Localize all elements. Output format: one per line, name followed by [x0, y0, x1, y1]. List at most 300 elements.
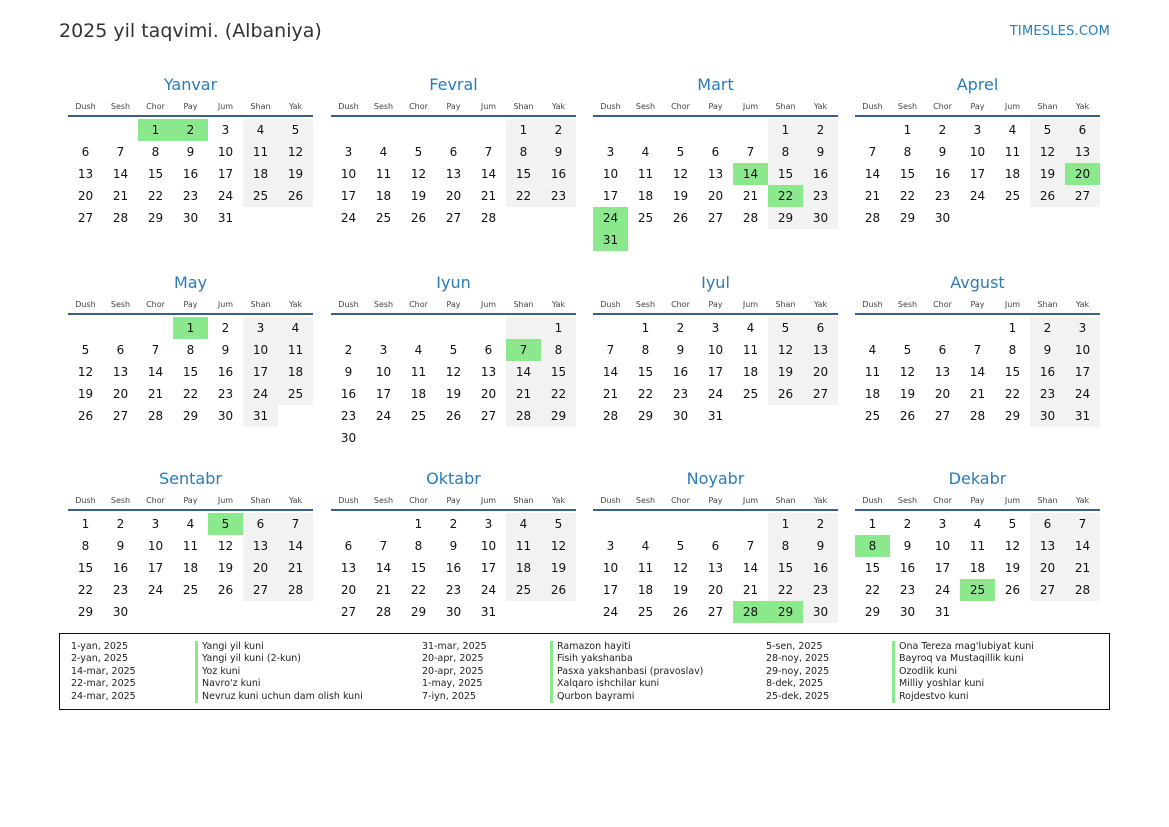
day-cell[interactable]: 23 — [803, 185, 838, 207]
day-cell[interactable]: 13 — [934, 365, 951, 379]
day-cell[interactable]: 4 — [379, 145, 388, 159]
day-cell[interactable]: 10 — [1065, 339, 1100, 361]
day-cell[interactable]: 21 — [480, 189, 497, 203]
day-cell[interactable]: 17 — [243, 361, 278, 383]
day-cell[interactable]: 25 — [637, 211, 654, 225]
day-cell[interactable]: 6 — [449, 145, 458, 159]
day-cell[interactable]: 22 — [410, 583, 427, 597]
day-cell[interactable]: 16 — [340, 387, 357, 401]
day-cell[interactable]: 25 — [375, 211, 392, 225]
day-cell[interactable]: 24 — [934, 583, 951, 597]
day-cell[interactable]: 21 — [969, 387, 986, 401]
day-cell[interactable]: 14 — [733, 163, 768, 185]
day-cell[interactable]: 8 — [541, 339, 576, 361]
day-cell[interactable]: 25 — [960, 579, 995, 601]
day-cell[interactable]: 1 — [541, 317, 576, 339]
day-cell[interactable]: 29 — [77, 605, 94, 619]
day-cell[interactable]: 21 — [375, 583, 392, 597]
day-cell[interactable]: 7 — [484, 145, 493, 159]
day-cell[interactable]: 24 — [1065, 383, 1100, 405]
day-cell[interactable]: 18 — [637, 583, 654, 597]
day-cell[interactable]: 2 — [541, 119, 576, 141]
day-cell[interactable]: 9 — [541, 141, 576, 163]
day-cell[interactable]: 3 — [221, 123, 230, 137]
day-cell[interactable]: 26 — [1004, 583, 1021, 597]
day-cell[interactable]: 4 — [278, 317, 313, 339]
day-cell[interactable]: 30 — [803, 601, 838, 623]
day-cell[interactable]: 10 — [969, 145, 986, 159]
day-cell[interactable]: 3 — [606, 539, 615, 553]
day-cell[interactable]: 19 — [77, 387, 94, 401]
day-cell[interactable]: 27 — [803, 383, 838, 405]
day-cell[interactable]: 12 — [1030, 141, 1065, 163]
day-cell[interactable]: 8 — [641, 343, 650, 357]
day-cell[interactable]: 29 — [864, 605, 881, 619]
day-cell[interactable]: 18 — [182, 561, 199, 575]
day-cell[interactable]: 13 — [243, 535, 278, 557]
day-cell[interactable]: 19 — [1004, 561, 1021, 575]
day-cell[interactable]: 20 — [1065, 163, 1100, 185]
day-cell[interactable]: 15 — [147, 167, 164, 181]
day-cell[interactable]: 19 — [899, 387, 916, 401]
day-cell[interactable]: 15 — [637, 365, 654, 379]
day-cell[interactable]: 24 — [147, 583, 164, 597]
day-cell[interactable]: 5 — [1008, 517, 1017, 531]
day-cell[interactable]: 5 — [676, 539, 685, 553]
day-cell[interactable]: 12 — [672, 167, 689, 181]
day-cell[interactable]: 5 — [278, 119, 313, 141]
day-cell[interactable]: 12 — [410, 167, 427, 181]
day-cell[interactable]: 11 — [506, 535, 541, 557]
day-cell[interactable]: 25 — [410, 409, 427, 423]
day-cell[interactable]: 13 — [77, 167, 94, 181]
day-cell[interactable]: 19 — [445, 387, 462, 401]
day-cell[interactable]: 28 — [112, 211, 129, 225]
day-cell[interactable]: 13 — [1065, 141, 1100, 163]
day-cell[interactable]: 31 — [593, 229, 628, 251]
day-cell[interactable]: 2 — [221, 321, 230, 335]
day-cell[interactable]: 26 — [410, 211, 427, 225]
day-cell[interactable]: 28 — [1065, 579, 1100, 601]
day-cell[interactable]: 18 — [410, 387, 427, 401]
day-cell[interactable]: 24 — [375, 409, 392, 423]
day-cell[interactable]: 25 — [864, 409, 881, 423]
day-cell[interactable]: 28 — [969, 409, 986, 423]
day-cell[interactable]: 9 — [186, 145, 195, 159]
day-cell[interactable]: 27 — [445, 211, 462, 225]
day-cell[interactable]: 4 — [186, 517, 195, 531]
site-link[interactable]: TIMESLES.COM — [1009, 24, 1110, 39]
day-cell[interactable]: 3 — [484, 517, 493, 531]
day-cell[interactable]: 4 — [641, 145, 650, 159]
day-cell[interactable]: 23 — [803, 579, 838, 601]
day-cell[interactable]: 25 — [278, 383, 313, 405]
day-cell[interactable]: 19 — [278, 163, 313, 185]
day-cell[interactable]: 16 — [803, 163, 838, 185]
day-cell[interactable]: 13 — [707, 167, 724, 181]
day-cell[interactable]: 21 — [742, 583, 759, 597]
day-cell[interactable]: 11 — [278, 339, 313, 361]
day-cell[interactable]: 19 — [672, 189, 689, 203]
day-cell[interactable]: 21 — [147, 387, 164, 401]
day-cell[interactable]: 17 — [602, 189, 619, 203]
day-cell[interactable]: 29 — [899, 211, 916, 225]
day-cell[interactable]: 1 — [868, 517, 877, 531]
day-cell[interactable]: 7 — [151, 343, 160, 357]
day-cell[interactable]: 26 — [768, 383, 803, 405]
day-cell[interactable]: 23 — [1030, 383, 1065, 405]
day-cell[interactable]: 31 — [1065, 405, 1100, 427]
day-cell[interactable]: 19 — [768, 361, 803, 383]
day-cell[interactable]: 11 — [243, 141, 278, 163]
day-cell[interactable]: 20 — [803, 361, 838, 383]
day-cell[interactable]: 12 — [672, 561, 689, 575]
day-cell[interactable]: 20 — [445, 189, 462, 203]
day-cell[interactable]: 17 — [340, 189, 357, 203]
day-cell[interactable]: 17 — [147, 561, 164, 575]
day-cell[interactable]: 3 — [243, 317, 278, 339]
day-cell[interactable]: 20 — [707, 583, 724, 597]
day-cell[interactable]: 29 — [541, 405, 576, 427]
day-cell[interactable]: 28 — [742, 211, 759, 225]
day-cell[interactable]: 8 — [768, 535, 803, 557]
day-cell[interactable]: 14 — [969, 365, 986, 379]
day-cell[interactable]: 2 — [1030, 317, 1065, 339]
day-cell[interactable]: 26 — [1030, 185, 1065, 207]
day-cell[interactable]: 31 — [217, 211, 234, 225]
day-cell[interactable]: 14 — [742, 561, 759, 575]
day-cell[interactable]: 12 — [899, 365, 916, 379]
day-cell[interactable]: 10 — [217, 145, 234, 159]
day-cell[interactable]: 7 — [868, 145, 877, 159]
day-cell[interactable]: 30 — [1030, 405, 1065, 427]
day-cell[interactable]: 11 — [969, 539, 986, 553]
day-cell[interactable]: 10 — [340, 167, 357, 181]
day-cell[interactable]: 7 — [606, 343, 615, 357]
day-cell[interactable]: 2 — [803, 119, 838, 141]
day-cell[interactable]: 21 — [742, 189, 759, 203]
day-cell[interactable]: 15 — [77, 561, 94, 575]
day-cell[interactable]: 20 — [243, 557, 278, 579]
day-cell[interactable]: 15 — [899, 167, 916, 181]
day-cell[interactable]: 24 — [340, 211, 357, 225]
day-cell[interactable]: 10 — [602, 561, 619, 575]
day-cell[interactable]: 10 — [602, 167, 619, 181]
day-cell[interactable]: 5 — [903, 343, 912, 357]
day-cell[interactable]: 9 — [344, 365, 353, 379]
day-cell[interactable]: 28 — [147, 409, 164, 423]
day-cell[interactable]: 27 — [112, 409, 129, 423]
day-cell[interactable]: 26 — [541, 579, 576, 601]
day-cell[interactable]: 16 — [1030, 361, 1065, 383]
day-cell[interactable]: 24 — [602, 605, 619, 619]
day-cell[interactable]: 10 — [375, 365, 392, 379]
day-cell[interactable]: 2 — [173, 119, 208, 141]
day-cell[interactable]: 23 — [340, 409, 357, 423]
day-cell[interactable]: 5 — [1030, 119, 1065, 141]
day-cell[interactable]: 19 — [541, 557, 576, 579]
day-cell[interactable]: 13 — [112, 365, 129, 379]
day-cell[interactable]: 6 — [938, 343, 947, 357]
day-cell[interactable]: 21 — [864, 189, 881, 203]
day-cell[interactable]: 26 — [217, 583, 234, 597]
day-cell[interactable]: 9 — [938, 145, 947, 159]
day-cell[interactable]: 25 — [1004, 189, 1021, 203]
day-cell[interactable]: 5 — [449, 343, 458, 357]
day-cell[interactable]: 9 — [221, 343, 230, 357]
day-cell[interactable]: 12 — [1004, 539, 1021, 553]
day-cell[interactable]: 19 — [217, 561, 234, 575]
day-cell[interactable]: 26 — [278, 185, 313, 207]
day-cell[interactable]: 31 — [480, 605, 497, 619]
day-cell[interactable]: 28 — [480, 211, 497, 225]
day-cell[interactable]: 17 — [969, 167, 986, 181]
day-cell[interactable]: 9 — [1030, 339, 1065, 361]
day-cell[interactable]: 10 — [147, 539, 164, 553]
day-cell[interactable]: 22 — [864, 583, 881, 597]
day-cell[interactable]: 23 — [672, 387, 689, 401]
day-cell[interactable]: 31 — [707, 409, 724, 423]
day-cell[interactable]: 22 — [768, 579, 803, 601]
day-cell[interactable]: 25 — [243, 185, 278, 207]
day-cell[interactable]: 24 — [480, 583, 497, 597]
day-cell[interactable]: 3 — [379, 343, 388, 357]
day-cell[interactable]: 1 — [173, 317, 208, 339]
day-cell[interactable]: 13 — [480, 365, 497, 379]
day-cell[interactable]: 2 — [344, 343, 353, 357]
day-cell[interactable]: 27 — [340, 605, 357, 619]
day-cell[interactable]: 7 — [379, 539, 388, 553]
day-cell[interactable]: 15 — [182, 365, 199, 379]
day-cell[interactable]: 5 — [768, 317, 803, 339]
day-cell[interactable]: 29 — [1004, 409, 1021, 423]
day-cell[interactable]: 8 — [414, 539, 423, 553]
day-cell[interactable]: 7 — [973, 343, 982, 357]
day-cell[interactable]: 27 — [1065, 185, 1100, 207]
day-cell[interactable]: 2 — [903, 517, 912, 531]
day-cell[interactable]: 26 — [445, 409, 462, 423]
day-cell[interactable]: 27 — [77, 211, 94, 225]
day-cell[interactable]: 7 — [746, 145, 755, 159]
day-cell[interactable]: 11 — [410, 365, 427, 379]
day-cell[interactable]: 23 — [934, 189, 951, 203]
day-cell[interactable]: 1 — [81, 517, 90, 531]
day-cell[interactable]: 16 — [899, 561, 916, 575]
day-cell[interactable]: 1 — [138, 119, 173, 141]
day-cell[interactable]: 12 — [217, 539, 234, 553]
day-cell[interactable]: 8 — [186, 343, 195, 357]
day-cell[interactable]: 6 — [484, 343, 493, 357]
day-cell[interactable]: 22 — [77, 583, 94, 597]
day-cell[interactable]: 18 — [637, 189, 654, 203]
day-cell[interactable]: 25 — [506, 579, 541, 601]
day-cell[interactable]: 2 — [803, 513, 838, 535]
day-cell[interactable]: 14 — [506, 361, 541, 383]
day-cell[interactable]: 5 — [208, 513, 243, 535]
day-cell[interactable]: 2 — [938, 123, 947, 137]
day-cell[interactable]: 17 — [602, 583, 619, 597]
day-cell[interactable]: 9 — [116, 539, 125, 553]
day-cell[interactable]: 4 — [243, 119, 278, 141]
day-cell[interactable]: 30 — [899, 605, 916, 619]
day-cell[interactable]: 6 — [243, 513, 278, 535]
day-cell[interactable]: 23 — [899, 583, 916, 597]
day-cell[interactable]: 29 — [768, 207, 803, 229]
day-cell[interactable]: 15 — [1004, 365, 1021, 379]
day-cell[interactable]: 6 — [803, 317, 838, 339]
day-cell[interactable]: 13 — [445, 167, 462, 181]
day-cell[interactable]: 11 — [375, 167, 392, 181]
day-cell[interactable]: 18 — [1004, 167, 1021, 181]
day-cell[interactable]: 14 — [278, 535, 313, 557]
day-cell[interactable]: 16 — [182, 167, 199, 181]
day-cell[interactable]: 15 — [541, 361, 576, 383]
day-cell[interactable]: 18 — [243, 163, 278, 185]
day-cell[interactable]: 28 — [602, 409, 619, 423]
day-cell[interactable]: 29 — [768, 601, 803, 623]
day-cell[interactable]: 1 — [768, 119, 803, 141]
day-cell[interactable]: 28 — [864, 211, 881, 225]
day-cell[interactable]: 15 — [410, 561, 427, 575]
day-cell[interactable]: 4 — [1008, 123, 1017, 137]
day-cell[interactable]: 23 — [217, 387, 234, 401]
day-cell[interactable]: 22 — [1004, 387, 1021, 401]
day-cell[interactable]: 5 — [414, 145, 423, 159]
day-cell[interactable]: 1 — [641, 321, 650, 335]
day-cell[interactable]: 4 — [973, 517, 982, 531]
day-cell[interactable]: 10 — [934, 539, 951, 553]
day-cell[interactable]: 26 — [77, 409, 94, 423]
day-cell[interactable]: 27 — [707, 605, 724, 619]
day-cell[interactable]: 7 — [278, 513, 313, 535]
day-cell[interactable]: 20 — [77, 189, 94, 203]
day-cell[interactable]: 5 — [676, 145, 685, 159]
day-cell[interactable]: 29 — [637, 409, 654, 423]
day-cell[interactable]: 28 — [733, 601, 768, 623]
day-cell[interactable]: 25 — [182, 583, 199, 597]
day-cell[interactable]: 23 — [112, 583, 129, 597]
day-cell[interactable]: 12 — [278, 141, 313, 163]
day-cell[interactable]: 19 — [1030, 163, 1065, 185]
day-cell[interactable]: 26 — [899, 409, 916, 423]
day-cell[interactable]: 30 — [217, 409, 234, 423]
day-cell[interactable]: 20 — [934, 387, 951, 401]
day-cell[interactable]: 5 — [81, 343, 90, 357]
day-cell[interactable]: 29 — [410, 605, 427, 619]
day-cell[interactable]: 30 — [445, 605, 462, 619]
day-cell[interactable]: 28 — [506, 405, 541, 427]
day-cell[interactable]: 29 — [147, 211, 164, 225]
day-cell[interactable]: 22 — [768, 185, 803, 207]
day-cell[interactable]: 24 — [217, 189, 234, 203]
day-cell[interactable]: 14 — [480, 167, 497, 181]
day-cell[interactable]: 3 — [973, 123, 982, 137]
day-cell[interactable]: 1 — [414, 517, 423, 531]
day-cell[interactable]: 3 — [938, 517, 947, 531]
day-cell[interactable]: 14 — [112, 167, 129, 181]
day-cell[interactable]: 11 — [864, 365, 881, 379]
day-cell[interactable]: 6 — [711, 145, 720, 159]
day-cell[interactable]: 12 — [768, 339, 803, 361]
day-cell[interactable]: 6 — [711, 539, 720, 553]
day-cell[interactable]: 11 — [1004, 145, 1021, 159]
day-cell[interactable]: 30 — [340, 431, 357, 445]
day-cell[interactable]: 26 — [672, 211, 689, 225]
day-cell[interactable]: 13 — [803, 339, 838, 361]
day-cell[interactable]: 21 — [1065, 557, 1100, 579]
day-cell[interactable]: 1 — [768, 513, 803, 535]
day-cell[interactable]: 30 — [672, 409, 689, 423]
day-cell[interactable]: 15 — [506, 163, 541, 185]
day-cell[interactable]: 8 — [1008, 343, 1017, 357]
day-cell[interactable]: 6 — [1065, 119, 1100, 141]
day-cell[interactable]: 18 — [506, 557, 541, 579]
day-cell[interactable]: 4 — [641, 539, 650, 553]
day-cell[interactable]: 14 — [602, 365, 619, 379]
day-cell[interactable]: 9 — [803, 535, 838, 557]
day-cell[interactable]: 3 — [1065, 317, 1100, 339]
day-cell[interactable]: 13 — [1030, 535, 1065, 557]
day-cell[interactable]: 23 — [182, 189, 199, 203]
day-cell[interactable]: 1 — [1008, 321, 1017, 335]
day-cell[interactable]: 8 — [768, 141, 803, 163]
day-cell[interactable]: 5 — [541, 513, 576, 535]
day-cell[interactable]: 29 — [182, 409, 199, 423]
day-cell[interactable]: 9 — [803, 141, 838, 163]
day-cell[interactable]: 11 — [637, 167, 654, 181]
day-cell[interactable]: 7 — [746, 539, 755, 553]
day-cell[interactable]: 30 — [934, 211, 951, 225]
day-cell[interactable]: 25 — [742, 387, 759, 401]
day-cell[interactable]: 8 — [903, 145, 912, 159]
day-cell[interactable]: 9 — [449, 539, 458, 553]
day-cell[interactable]: 6 — [116, 343, 125, 357]
day-cell[interactable]: 6 — [1030, 513, 1065, 535]
day-cell[interactable]: 27 — [707, 211, 724, 225]
day-cell[interactable]: 25 — [637, 605, 654, 619]
day-cell[interactable]: 28 — [375, 605, 392, 619]
day-cell[interactable]: 24 — [707, 387, 724, 401]
day-cell[interactable]: 18 — [742, 365, 759, 379]
day-cell[interactable]: 16 — [112, 561, 129, 575]
day-cell[interactable]: 8 — [506, 141, 541, 163]
day-cell[interactable]: 12 — [445, 365, 462, 379]
day-cell[interactable]: 4 — [746, 321, 755, 335]
day-cell[interactable]: 3 — [151, 517, 160, 531]
day-cell[interactable]: 21 — [506, 383, 541, 405]
day-cell[interactable]: 23 — [541, 185, 576, 207]
day-cell[interactable]: 16 — [803, 557, 838, 579]
day-cell[interactable]: 16 — [672, 365, 689, 379]
day-cell[interactable]: 17 — [934, 561, 951, 575]
day-cell[interactable]: 20 — [1030, 557, 1065, 579]
day-cell[interactable]: 19 — [672, 583, 689, 597]
day-cell[interactable]: 22 — [637, 387, 654, 401]
day-cell[interactable]: 3 — [606, 145, 615, 159]
day-cell[interactable]: 17 — [480, 561, 497, 575]
day-cell[interactable]: 15 — [864, 561, 881, 575]
day-cell[interactable]: 18 — [969, 561, 986, 575]
day-cell[interactable]: 23 — [445, 583, 462, 597]
day-cell[interactable]: 12 — [77, 365, 94, 379]
day-cell[interactable]: 14 — [864, 167, 881, 181]
day-cell[interactable]: 21 — [278, 557, 313, 579]
day-cell[interactable]: 2 — [116, 517, 125, 531]
day-cell[interactable]: 17 — [707, 365, 724, 379]
day-cell[interactable]: 17 — [1065, 361, 1100, 383]
day-cell[interactable]: 1 — [506, 119, 541, 141]
day-cell[interactable]: 11 — [637, 561, 654, 575]
